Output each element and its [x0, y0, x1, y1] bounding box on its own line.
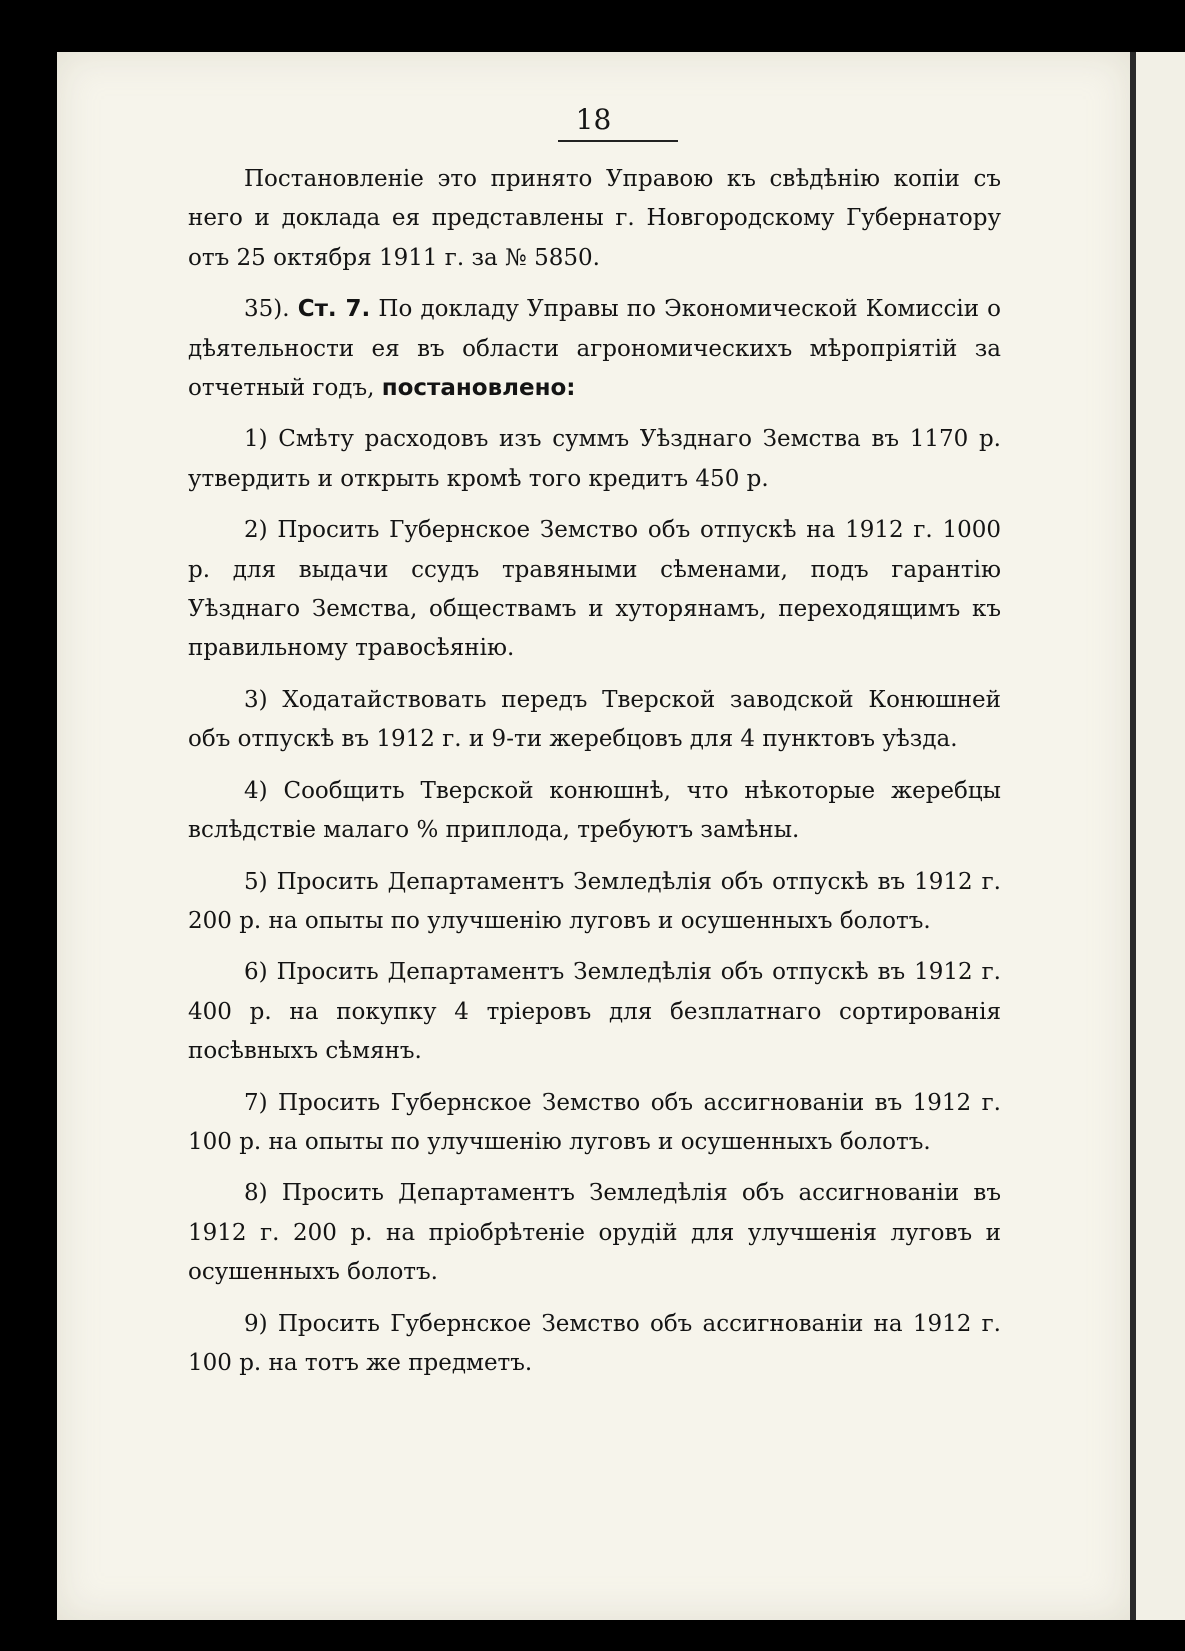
item-35-paragraph	[188, 290, 1001, 408]
point-5: 5) Просить Департаментъ Земледѣлія объ отпускѣ въ 1912 г. 200 р. на опыты по улучшенію луговъ и осушенныхъ болотъ.	[188, 868, 1001, 934]
point-1: 1) Смѣту расходовъ изъ суммъ Уѣзднаго Земства въ 1170 р. утвердить и открыть кромѣ того кредитъ 450 р.	[188, 426, 1001, 492]
point-7: 7) Просить Губернское Земство объ ассигнованіи въ 1912 г. 100 р. на опыты по улучшенію луговъ и осушенныхъ болотъ.	[188, 1089, 1001, 1155]
point-8: 8) Просить Департаментъ Земледѣлія объ ассигнованіи въ 1912 г. 200 р. на пріобрѣтеніе орудій для улучшенія луговъ и осушенныхъ болотъ.	[188, 1180, 1001, 1286]
point-4: 4) Сообщить Тверской конюшнѣ, что нѣкоторые жеребцы вслѣдствіе малаго % приплода, требуютъ замѣны.	[188, 777, 1001, 844]
intro-paragraph: Постановленіе это принято Управою къ свѣдѣнію копіи съ него и доклада ея представлены г. Новгородскому Губернатору отъ 25 октября 1911 г. за № 5850.	[188, 166, 1001, 271]
document-page	[57, 52, 1130, 1620]
point-3: 3) Ходатайствовать передъ Тверской заводской Конюшней объ отпускѣ въ 1912 г. и 9-ти жеребцовъ для 4 пунктовъ уѣзда.	[188, 686, 1001, 753]
page-body	[188, 160, 1001, 1395]
page-number: 18	[575, 103, 612, 136]
point-6: 6) Просить Департаментъ Земледѣлія объ отпускѣ въ 1912 г. 400 р. на покупку 4 тріеровъ для безплатнаго сортированія посѣвныхъ сѣмянъ.	[188, 959, 1001, 1065]
point-2: 2) Просить Губернское Земство объ отпускѣ на 1912 г. 1000 р. для выдачи ссудъ травяными сѣменами, подъ гарантію Уѣзднаго Земства, обществамъ и хуторянамъ, переходящимъ къ правильному травосѣянію.	[188, 517, 1001, 662]
item-35-text: По докладу Управы по Экономической Комиссіи о дѣятельности ея въ области агрономическихъ мѣропріятій за отчетный годъ,	[188, 296, 1002, 402]
point-9: 9) Просить Губернское Земство объ ассигнованіи на 1912 г. 100 р. на тотъ же предметъ.	[188, 1310, 1001, 1376]
item-35-number: 35).	[244, 296, 290, 323]
item-35-article: Ст. 7.	[297, 296, 371, 323]
adjacent-page-edge	[1131, 52, 1185, 1620]
page-number-rule	[558, 140, 678, 142]
book-gutter	[1130, 52, 1136, 1620]
item-35-decision: постановлено:	[381, 375, 576, 402]
